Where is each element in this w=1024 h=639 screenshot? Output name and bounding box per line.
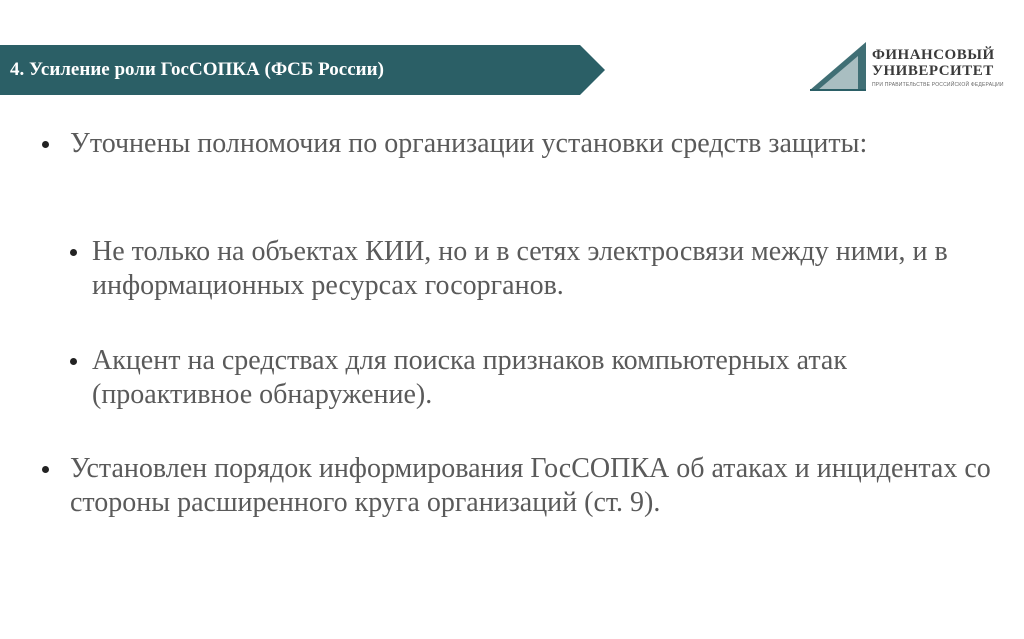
bullet-dot-icon — [70, 249, 77, 256]
logo-text-line1: ФИНАНСОВЫЙ — [872, 47, 995, 63]
bullet-dot-icon — [42, 141, 49, 148]
sub-bullet-text: Не только на объектах КИИ, но и в сетях электросвязи между ними, и в информационных ресурсах госорганов. — [92, 236, 948, 301]
sub-bullet-text: Акцент на средствах для поиска признаков компьютерных атак (проактивное обнаружение). — [92, 345, 847, 410]
logo-text-line3: ПРИ ПРАВИТЕЛЬСТВЕ РОССИЙСКОЙ ФЕДЕРАЦИИ — [872, 82, 1004, 88]
bullet-text: Уточнены полномочия по организации установки средств защиты: — [70, 128, 868, 159]
bullet-dot-icon — [42, 466, 49, 473]
bullet-dot-icon — [70, 358, 77, 365]
logo-text-line2: УНИВЕРСИТЕТ — [872, 63, 994, 79]
bullet-text: Установлен порядок информирования ГосСОПКА об атаках и инцидентах со стороны расширенного круга организаций (ст. 9). — [70, 453, 991, 518]
slide-title: 4. Усиление роли ГосСОПКА (ФСБ России) — [10, 59, 384, 80]
